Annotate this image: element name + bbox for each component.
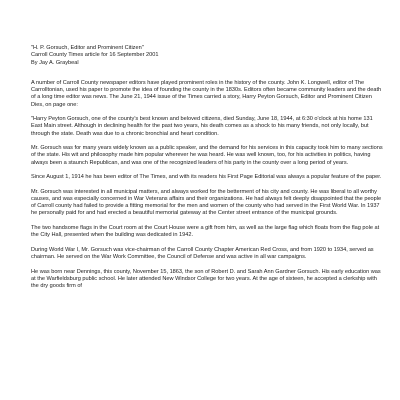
paragraph-red-cross: During World War I, Mr. Gorsuch was vice-chairman of the Carroll County Chapter American Red Cross, and from 1920 to 1934, served as chairman. He served on the War Work Committee, the Council of Defense and was active in all war campaigns. [31, 246, 374, 261]
paragraph-municipal-matters: Mr. Gorsuch was interested in all municipal matters, and always worked for the betterment of his city and county. He was liberal to all worthy causes, and was especially concerned in War Veterans affairs and their organizations. He had always felt deeply disappointed that the people of Carroll county had failed to provide a fitting memorial for the men and women of the county who had served in the First World War. In 1937 he personally paid for and had erected a beautiful memorial gateway at the Center street entrance of the municipal grounds. [31, 188, 382, 217]
article-byline: By Jay A. Graybeal [31, 59, 79, 66]
article-title: "H. P. Gorsuch, Editor and Prominent Citizen" [31, 45, 144, 51]
paragraph-intro: A number of Carroll County newspaper editors have played prominent roles in the history of the county. John K. Longwell, editor of The Carrolltonian, used his paper to promote the idea of founding the county in the 1830s. Editors often became community leaders and the death of a long time editor was news. The June 21, 1944 issue of the Times carried a story, Harry Peyton Gorsuch, Editor and Prominent Citizen Dies, on page one: [31, 79, 382, 108]
article-body [31, 45, 383, 298]
article-header [31, 45, 383, 67]
paragraph-public-speaker: Mr. Gorsuch was for many years widely known as a public speaker, and the demand for his services in this capacity took him to many sections of the state. His wit and philosophy made him popular wherever he was heard. He was well known, too, for his activities in politics, having always been a staunch Republican, and was one of the recognized leaders of his party in the county over a long period of years. [31, 145, 383, 166]
paragraph-flags: The two handsome flags in the Court room at the Court House were a gift from him, as well as the large flag which floats from the flag pole at the City Hall, presented when the building was dedicated in 1942. [31, 224, 380, 239]
paragraph-early-life: He was born near Dennings, this county, November 15, 1863, the son of Robert D. and Sarah Ann Gardner Gorsuch. His early education was at the Warfieldsburg public school. He later attended New Windsor College for two years. At the age of sixteen, he accepted a clerkship with the dry goods firm of [31, 268, 381, 290]
article-source: Carroll County Times article for 16 September 2001 [31, 52, 159, 59]
paragraph-editor: Since August 1, 1914 he has been editor of The Times, and with its readers his First Page Editorial was always a popular feature of the paper. [31, 174, 382, 181]
paragraph-death-notice: "Harry Peyton Gorsuch, one of the county's best known and beloved citizens, died Sunday, June 18, 1944, at 6:30 o'clock at his home 131 East Main street. Although in declining health for the past two years, his death comes as a shock to his many friends, not only locally, but through the state. Death was due to a chronic bronchial and heart condition. [31, 116, 373, 137]
